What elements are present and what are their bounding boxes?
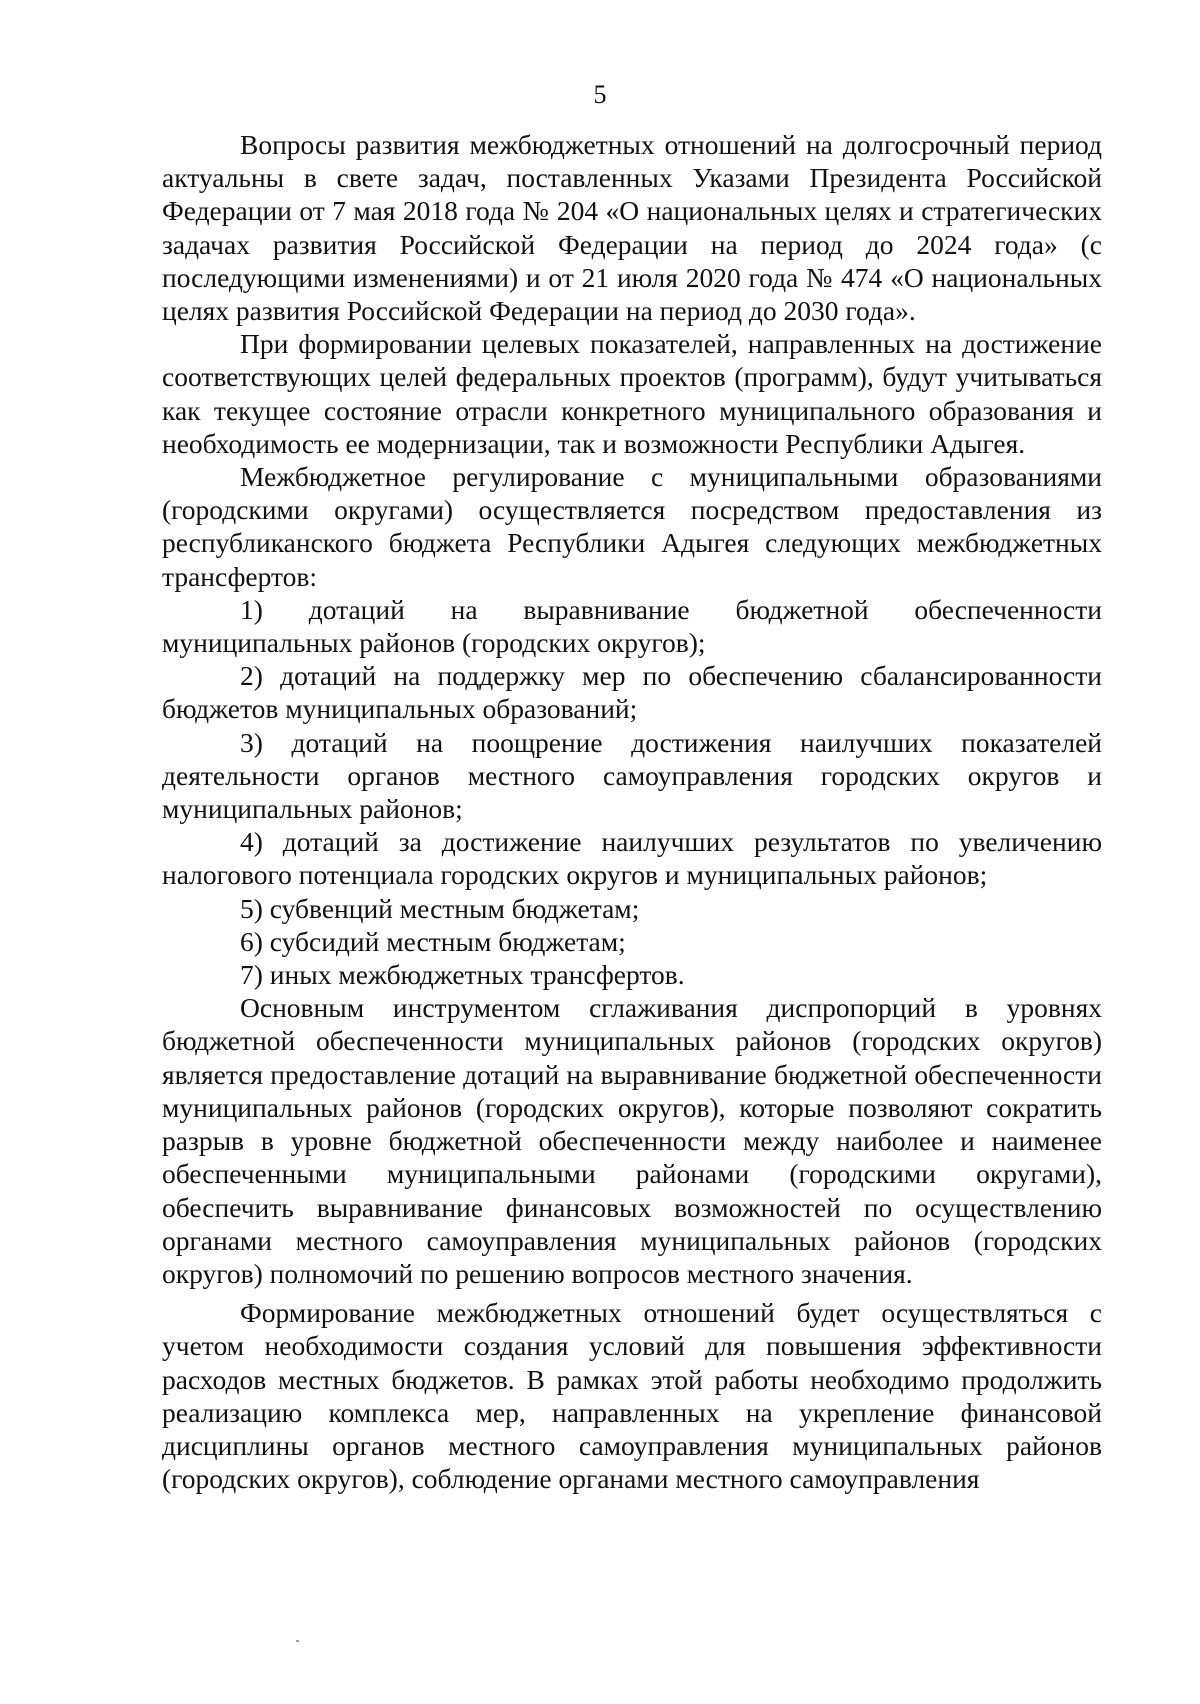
scan-speck — [296, 1640, 299, 1642]
list-item-5: 5) субвенций местным бюджетам; — [240, 892, 640, 924]
paragraph-formation: Формирование межбюджетных отношений будет осуществляться с учетом необходимости создания условий для повышения эффективности расходов местных бюджетов. В рамках этой работы необходимо продолжить реализацию комплекса мер, направленных на укрепление финансовой дисциплины органов местного самоуправления муниципальных районов (городских округов), соблюдение органами местного самоуправления — [162, 1297, 1102, 1495]
page-number: 5 — [593, 80, 607, 109]
list-item-1: 1) дотаций на выравнивание бюджетной обеспеченности муниципальных районов (городских округов); — [162, 593, 1102, 659]
paragraph-target-indicators: При формировании целевых показателей, направленных на достижение соответствующих целей федеральных проектов (программ), будут учитываться как текущее состояние отрасли конкретного муниципального образования и необходимость ее модернизации, так и возможности Республики Адыгея. — [162, 328, 1102, 459]
paragraph-regulation: Межбюджетное регулирование с муниципальными образованиями (городскими округами) осуществляется посредством предоставления из республиканского бюджета Республики Адыгея следующих межбюджетных трансфертов: — [162, 461, 1102, 592]
document-body — [162, 128, 1102, 1495]
list-item-7: 7) иных межбюджетных трансфертов. — [240, 959, 685, 991]
list-item-4: 4) дотаций за достижение наилучших результатов по увеличению налогового потенциала городских округов и муниципальных районов; — [162, 826, 1102, 891]
list-item-6: 6) субсидий местным бюджетам; — [240, 925, 626, 957]
list-item-2: 2) дотаций на поддержку мер по обеспечению сбалансированности бюджетов муниципальных образований; — [162, 660, 1102, 725]
paragraph-main-instrument: Основным инструментом сглаживания диспропорций в уровнях бюджетной обеспеченности муниципальных районов (городских округов) является предоставление дотаций на выравнивание бюджетной обеспеченности муниципальных районов (городских округов), которые позволяют сократить разрыв в уровне бюджетной обеспеченности между наиболее и наименее обеспеченными муниципальными районами (городскими округами), обеспечить выравнивание финансовых возможностей по осуществлению органами местного самоуправления муниципальных районов (городских округов) полномочий по решению вопросов местного значения. — [162, 992, 1102, 1289]
paragraph-intro: Вопросы развития межбюджетных отношений на долгосрочный период актуальны в свете задач, поставленных Указами Президента Российской Федерации от 7 мая 2018 года № 204 «О национальных целях и стратегических задачах развития Российской Федерации на период до 2024 года» (с последующими изменениями) и от 21 июля 2020 года № 474 «О национальных целях развития Российской Федерации на период до 2030 года». — [162, 129, 1102, 327]
list-item-3: 3) дотаций на поощрение достижения наилучших показателей деятельности органов местного самоуправления городских округов и муниципальных районов; — [162, 726, 1102, 825]
